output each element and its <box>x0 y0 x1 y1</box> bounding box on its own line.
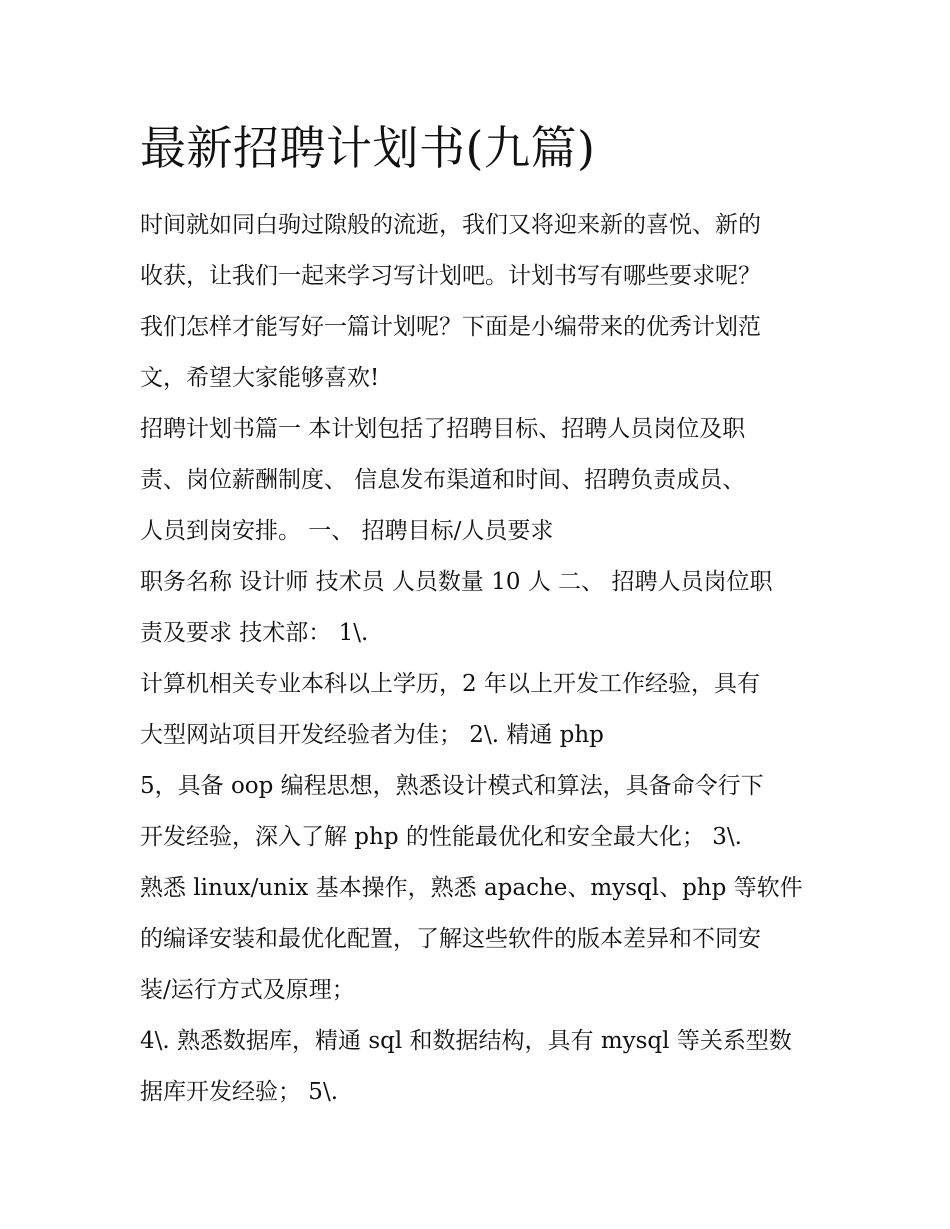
text-line: 4\. 熟悉数据库，精通 sql 和数据结构，具有 mysql 等关系型数 <box>140 1028 792 1054</box>
text-line: 装/运行方式及原理； <box>140 977 355 1003</box>
text-line: 职务名称 设计师 技术员 人员数量 10 人 二、 招聘人员岗位职 <box>140 569 773 595</box>
text-line: 开发经验，深入了解 php 的性能最优化和安全最大化； 3\. <box>140 824 742 850</box>
text-line: 文，希望大家能够喜欢! <box>140 365 380 391</box>
text-line: 计算机相关专业本科以上学历，2 年以上开发工作经验，具有 <box>140 671 760 697</box>
text-line: 时间就如同白驹过隙般的流逝，我们又将迎来新的喜悦、新的 <box>140 212 761 238</box>
document-title: 最新招聘计划书(九篇) <box>140 121 596 175</box>
text-line: 人员到岗安排。 一、 招聘目标/人员要求 <box>140 518 554 544</box>
text-line: 的编译安装和最优化配置，了解这些软件的版本差异和不同安 <box>140 926 761 952</box>
text-line: 据库开发经验； 5\. <box>140 1079 339 1105</box>
text-line: 大型网站项目开发经验者为佳； 2\. 精通 php <box>140 722 604 748</box>
document-page <box>140 112 830 1118</box>
text-line: 招聘计划书篇一 本计划包括了招聘目标、招聘人员岗位及职 <box>140 416 746 442</box>
text-line: 5，具备 oop 编程思想，熟悉设计模式和算法，具备命令行下 <box>140 773 764 799</box>
text-line: 责、岗位薪酬制度、 信息发布渠道和时间、招聘负责成员、 <box>140 467 746 493</box>
text-line: 收获，让我们一起来学习写计划吧。计划书写有哪些要求呢？ <box>140 263 761 289</box>
text-line: 我们怎样才能写好一篇计划呢？下面是小编带来的优秀计划范 <box>140 314 761 340</box>
text-line: 熟悉 linux/unix 基本操作，熟悉 apache、mysql、php 等软件 <box>140 875 803 901</box>
text-line: 责及要求 技术部： 1\. <box>140 620 369 646</box>
